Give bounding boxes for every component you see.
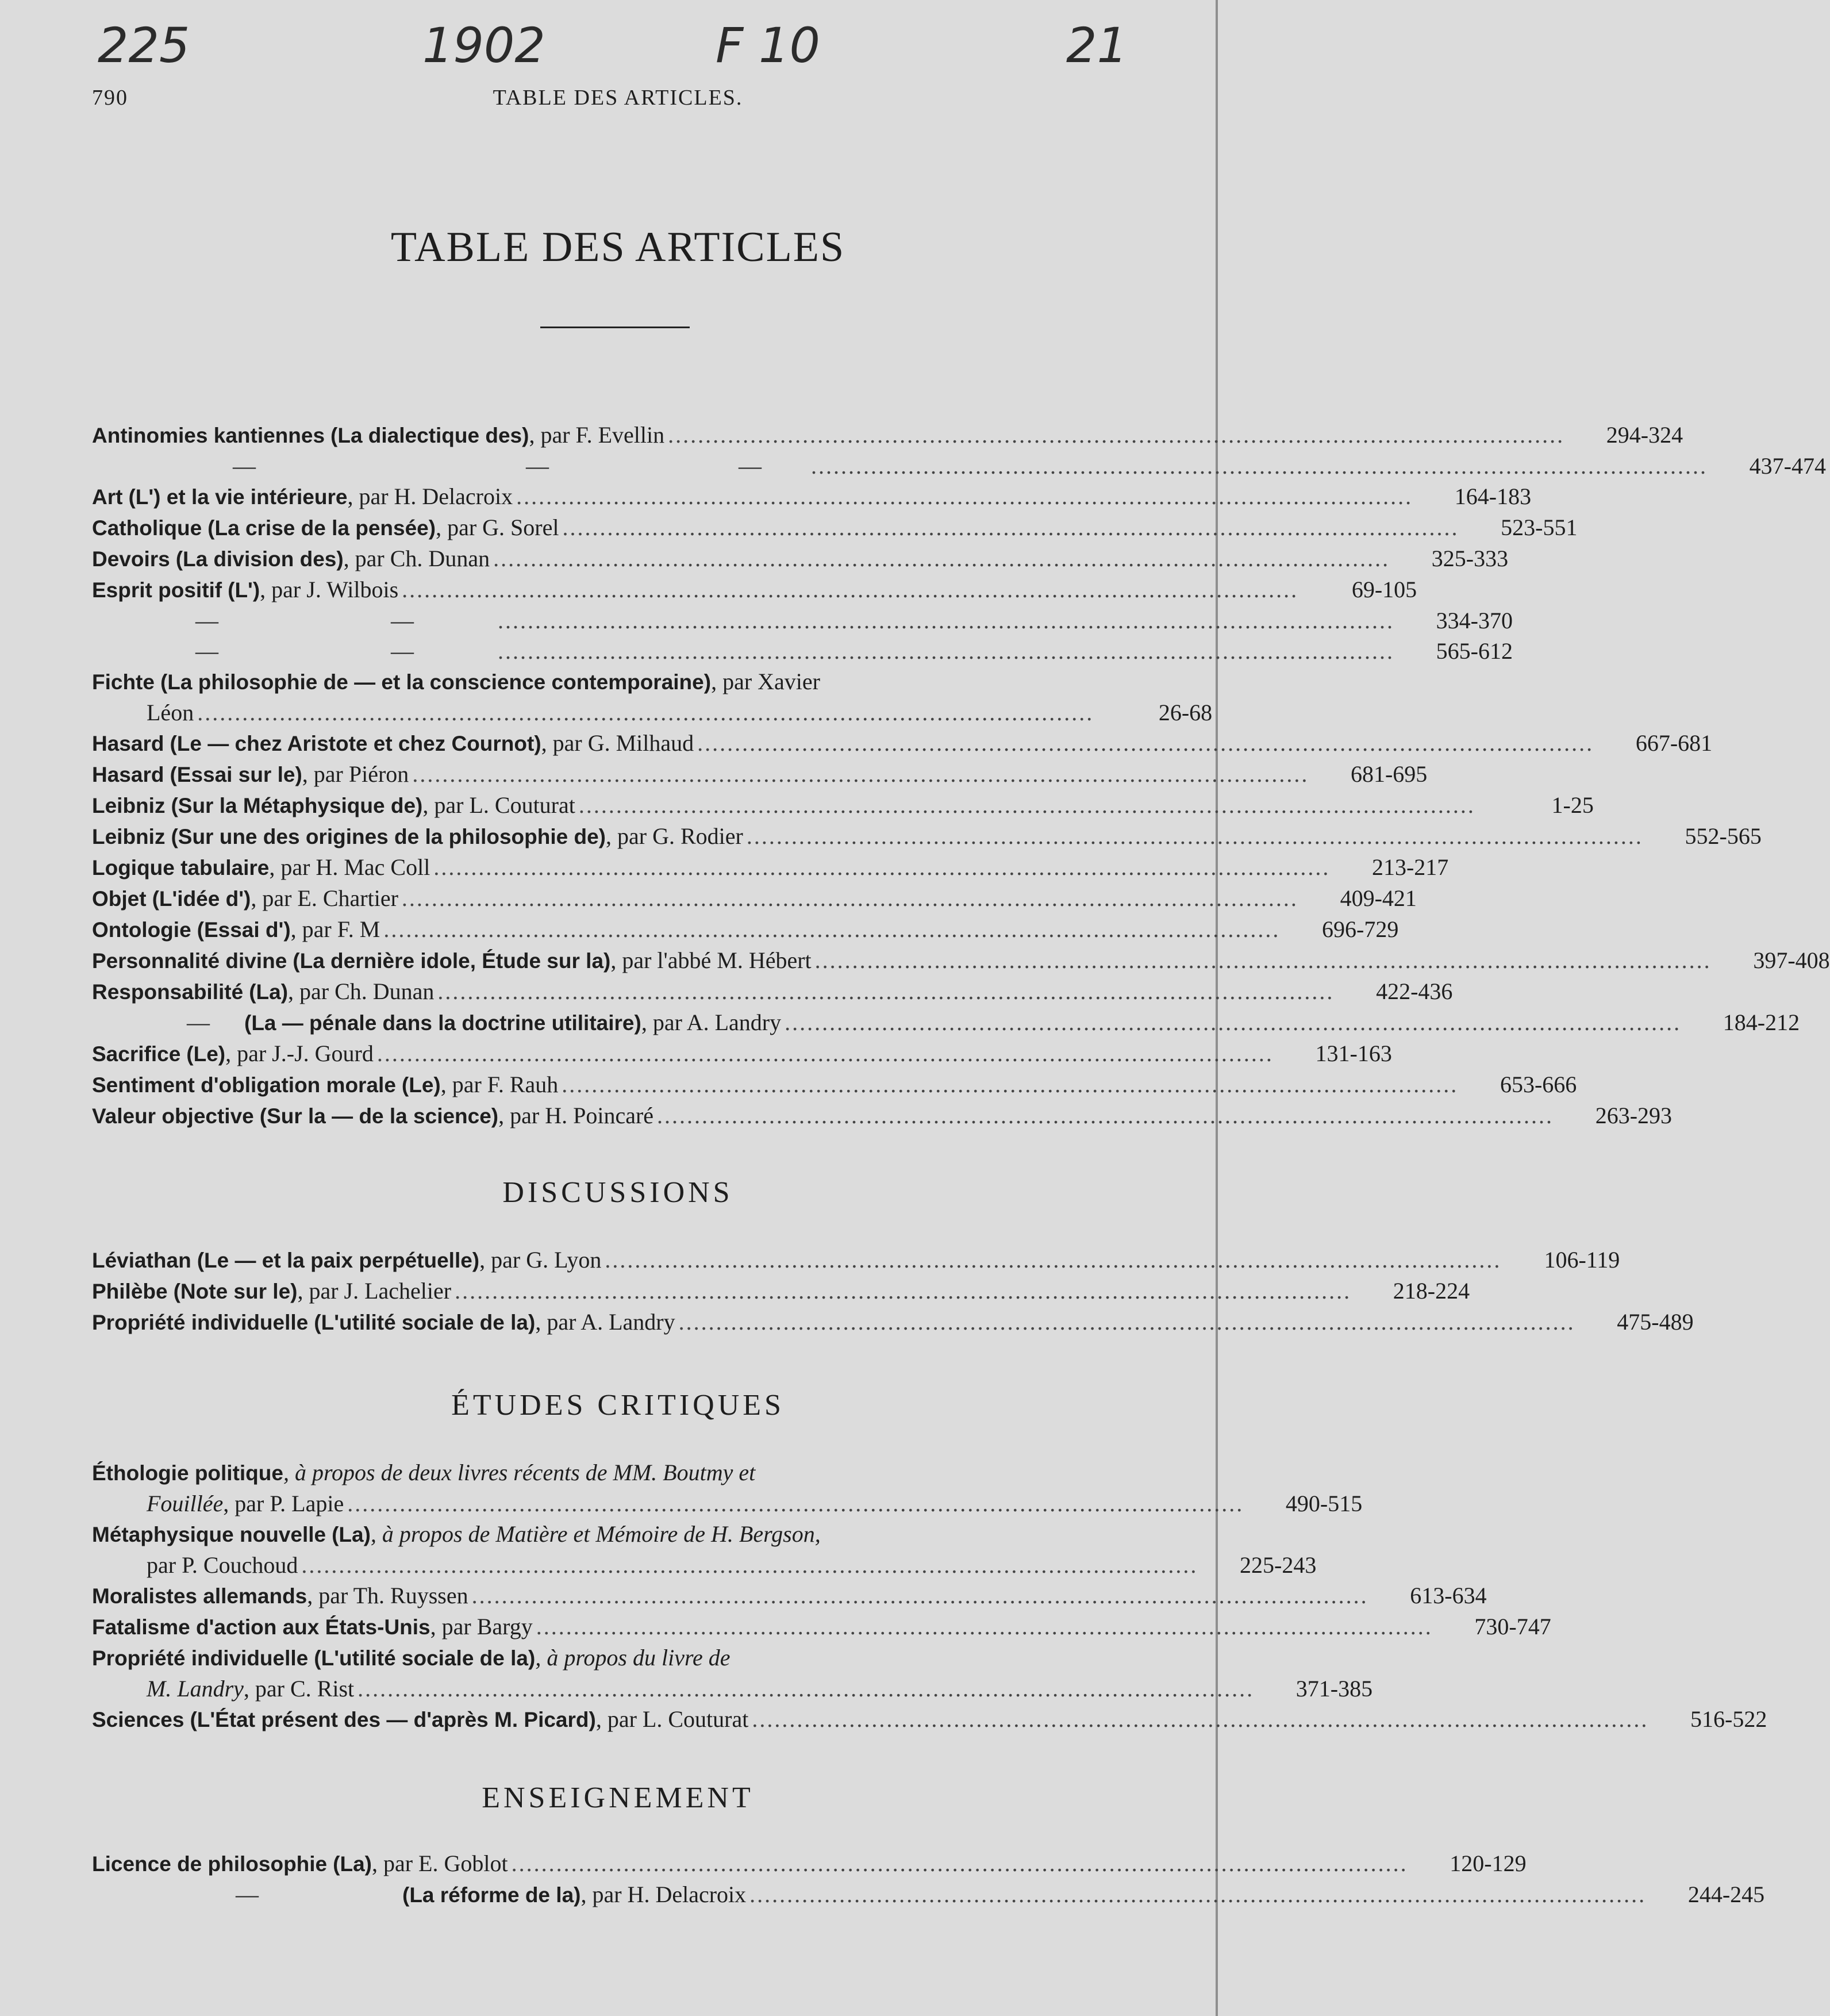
list-item: — (La — pénale dans la doctrine utilitaire), par A. Landry ........................................................................................................................ 184-212 — [187, 1009, 1800, 1035]
list-item: Sacrifice (Le), par J.-J. Gourd ........................................................................................................................ 131-163 — [92, 1040, 1392, 1066]
list-item: Ontologie (Essai d'), par F. M ........................................................................................................................ 696-729 — [92, 916, 1399, 942]
running-title: TABLE DES ARTICLES. — [493, 86, 743, 110]
page-number: 790 — [92, 86, 128, 110]
list-item: Antinomies kantiennes (La dialectique des), par F. Evellin ........................................................................................................................ 294-324 — [92, 422, 1683, 448]
list-item: — (La réforme de la), par H. Delacroix ........................................................................................................................ 244-245 — [236, 1881, 1765, 1907]
title-rule — [540, 327, 690, 328]
list-item: Esprit positif (L'), par J. Wilbois ........................................................................................................................ 69-105 — [92, 577, 1417, 602]
list-item: Leibniz (Sur une des origines de la philosophie de), par G. Rodier ........................................................................................................................ 552-565 — [92, 823, 1762, 849]
handwritten-note-code: F 10 — [716, 17, 820, 74]
list-item: Art (L') et la vie intérieure, par H. Delacroix ........................................................................................................................ 164-183 — [92, 483, 1532, 509]
list-item: Moralistes allemands, par Th. Ruyssen ........................................................................................................................ 613-634 — [92, 1583, 1487, 1608]
list-item: Philèbe (Note sur le), par J. Lachelier ........................................................................................................................ 218-224 — [92, 1278, 1470, 1304]
handwritten-note-left: 225 — [98, 17, 190, 74]
list-item: Propriété individuelle (L'utilité sociale de la), par A. Landry ........................................................................................................................ 475-489 — [92, 1309, 1694, 1335]
articles-list — [92, 420, 1830, 1131]
list-item-continuation: Fouillée, par P. Lapie ........................................................................................................................ 490-515 — [147, 1491, 1363, 1516]
etudes-list — [92, 1457, 1767, 1735]
list-item: Personnalité divine (La dernière idole, Étude sur la), par l'abbé M. Hébert ........................................................................................................................ 397-408 — [92, 947, 1830, 973]
handwritten-note-year: 1902 — [422, 17, 545, 74]
list-item: Logique tabulaire, par H. Mac Coll ........................................................................................................................ 213-217 — [92, 854, 1449, 880]
page-title: TABLE DES ARTICLES — [390, 224, 845, 271]
section-title-enseignement: ENSEIGNEMENT — [482, 1781, 754, 1814]
list-item: Fatalisme d'action aux États-Unis, par Bargy ........................................................................................................................ 730-747 — [92, 1614, 1551, 1639]
section-title-etudes: ÉTUDES CRITIQUES — [451, 1389, 785, 1422]
enseignement-list — [92, 1848, 1765, 1910]
list-item: Éthologie politique, à propos de deux livres récents de MM. Boutmy et — [92, 1460, 756, 1485]
list-item: Leibniz (Sur la Métaphysique de), par L. Couturat ........................................................................................................................ 1-25 — [92, 792, 1594, 818]
list-item: Responsabilité (La), par Ch. Dunan ........................................................................................................................ 422-436 — [92, 978, 1453, 1004]
discussions-list — [92, 1245, 1694, 1338]
running-head — [92, 85, 1144, 120]
list-item: — — — ........................................................................................................................ 437-474 — [233, 453, 1826, 479]
list-item: Sciences (L'État présent des — d'après M. Picard), par L. Couturat ........................................................................................................................ 516-522 — [92, 1706, 1767, 1732]
section-title-discussions: DISCUSSIONS — [502, 1176, 733, 1209]
list-item: Sentiment d'obligation morale (Le), par F. Rauh ........................................................................................................................ 653-666 — [92, 1072, 1577, 1097]
list-item: Devoirs (La division des), par Ch. Dunan ........................................................................................................................ 325-333 — [92, 546, 1509, 571]
handwritten-note-right: 21 — [1066, 17, 1128, 74]
list-item-continuation: par P. Couchoud ........................................................................................................................ 225-243 — [147, 1552, 1317, 1578]
list-item-continuation: Léon ........................................................................................................................ 26-68 — [147, 700, 1213, 725]
list-item: Propriété individuelle (L'utilité sociale de la), à propos du livre de — [92, 1645, 731, 1671]
list-item-continuation: M. Landry, par C. Rist ........................................................................................................................ 371-385 — [147, 1676, 1373, 1702]
list-item: Catholique (La crise de la pensée), par G. Sorel ........................................................................................................................ 523-551 — [92, 514, 1578, 540]
list-item: — — ........................................................................................................................ 334-370 — [195, 608, 1513, 633]
list-item: Hasard (Le — chez Aristote et chez Cournot), par G. Milhaud ........................................................................................................................ 667-681 — [92, 730, 1713, 756]
list-item: Hasard (Essai sur le), par Piéron ........................................................................................................................ 681-695 — [92, 761, 1428, 787]
list-item: Léviathan (Le — et la paix perpétuelle), par G. Lyon ........................................................................................................................ 106-119 — [92, 1247, 1620, 1273]
list-item: Licence de philosophie (La), par E. Goblot ........................................................................................................................ 120-129 — [92, 1850, 1527, 1876]
list-item: Objet (L'idée d'), par E. Chartier ........................................................................................................................ 409-421 — [92, 885, 1417, 911]
list-item: Métaphysique nouvelle (La), à propos de Matière et Mémoire de H. Bergson, — [92, 1521, 821, 1547]
list-item: Valeur objective (Sur la — de la science), par H. Poincaré ........................................................................................................................ 263-293 — [92, 1103, 1673, 1128]
list-item: Fichte (La philosophie de — et la conscience contemporaine), par Xavier — [92, 669, 820, 694]
list-item: — — ........................................................................................................................ 565-612 — [195, 638, 1513, 664]
